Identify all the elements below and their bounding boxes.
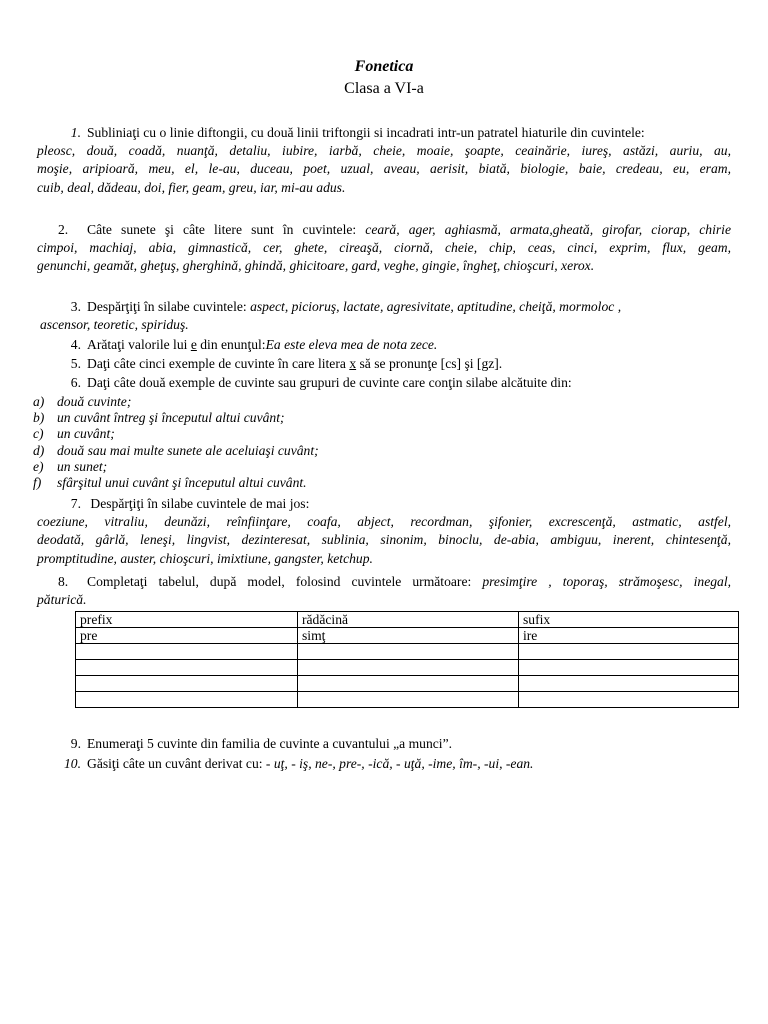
empty-cell — [519, 644, 739, 660]
empty-cell — [298, 644, 519, 660]
underlined-letter-x: x — [349, 356, 357, 371]
question-7: 7. Despărţiţi în silabe cuvintele de mai jos: coeziune, vitraliu, deunăzi, reînfiinţare, coafa, abject, recordman, şifonier, excrescenţă, astmatic, astfel, deodată, gârlă, leneşi, lingvist, dezinteresat, sublinia, sinonim, binoclu, de-abia, ambiguu, inerent, chintesenţă, promptitudine, auster, chioşcuri, imixtiune, gangster, ketchup. — [37, 495, 731, 568]
page-title: Fonetica — [354, 58, 414, 75]
list-item: d) două sau mai multe sunete ale aceluiaşi cuvânt; — [33, 442, 319, 458]
list-item: a) două cuvinte; — [33, 394, 132, 409]
empty-cell — [76, 644, 298, 660]
model-root: simţ — [298, 628, 519, 644]
question-10: 10. Găsiţi câte un cuvânt derivat cu: - uţ, - iş, ne-, pre-, -ică, - uţă, -ime, îm-, -ui, -ean. — [64, 756, 534, 771]
header-prefix: prefix — [76, 612, 298, 628]
empty-cell — [519, 692, 739, 708]
question-1-words-line-3: cuib, deal, dădeau, doi, fier, geam, greu, iar, mi-au adus. — [37, 179, 346, 195]
question-6-list — [33, 394, 533, 491]
question-3-lead: 3. Despărţiţi în silabe cuvintele: aspect, picioruş, lactate, agresivitate, aptitudine, cheiţă, mormoloc , — [70, 299, 622, 314]
empty-cell — [76, 660, 298, 676]
list-item: f) sfârşitul unui cuvânt şi începutul altui cuvânt. — [33, 474, 307, 490]
table-header-row — [76, 612, 739, 628]
morpheme-table — [75, 611, 739, 708]
question-3-words-line-2: ascensor, teoretic, spiriduş. — [40, 317, 189, 333]
question-2-words-line-3: genunchi, geamăt, gheţuş, gherghină, ghindă, ghicitoare, gard, veghe, gingie, îngheţ, chioşcuri, xerox. — [37, 258, 595, 274]
empty-cell — [76, 692, 298, 708]
question-1 — [37, 124, 731, 197]
question-2-words-line-2: cimpoi, machiaj, abia, gimnastică, cer, ghete, cireaşă, ciornă, cheie, chip, ceas, cinci, exprim, flux, geam, — [37, 240, 731, 256]
empty-cell — [298, 692, 519, 708]
question-7-words-line-1: coeziune, vitraliu, deunăzi, reînfiinţare, coafa, abject, recordman, şifonier, excrescenţă, astmatic, astfel, — [37, 514, 731, 530]
empty-cell — [519, 660, 739, 676]
table-row — [76, 660, 739, 676]
list-item: b) un cuvânt întreg şi începutul altui cuvânt; — [33, 410, 285, 426]
page-subtitle: Clasa a VI-a — [344, 80, 424, 97]
table-row — [76, 676, 739, 692]
question-6: 6. Daţi câte două exemple de cuvinte sau grupuri de cuvinte care conţin silabe alcătuite din: — [70, 375, 572, 390]
question-1-words-line-1: pleosc, două, coadă, nuanţă, detaliu, iubire, iarbă, cheie, moaie, şoapte, ceainărie, iureş, astăzi, auriu, au, — [37, 143, 731, 159]
question-8-words-line-2: păturică. — [37, 592, 87, 608]
table-row — [76, 692, 739, 708]
list-item: c) un cuvânt; — [33, 426, 115, 442]
model-suffix: ire — [519, 628, 739, 644]
list-item: e) un sunet; — [33, 458, 108, 474]
table-row — [76, 628, 739, 644]
question-1-words-line-2: moşie, aripioară, meu, el, le-au, duceau, poet, uzual, aveau, aerisit, biată, biologie, baie, credeau, eu, eram, — [37, 161, 731, 177]
question-9: 9. Enumeraţi 5 cuvinte din familia de cuvinte a cuvantului „a munci”. — [70, 736, 453, 751]
question-8: 8. Completaţi tabelul, după model, folosind cuvintele următoare: presimţire , toporaş, strămoşesc, inegal, păturică. — [37, 573, 731, 609]
empty-cell — [298, 660, 519, 676]
header-root: rădăcină — [298, 612, 519, 628]
question-1-lead: 1. Subliniaţi cu o linie diftongii, cu două linii triftongii si incadrati intr-un patratel hiaturile din cuvintele: — [70, 125, 645, 140]
question-4-sentence: Ea este eleva mea de nota zece. — [265, 337, 438, 352]
question-3 — [37, 298, 731, 334]
underlined-letter-e: e — [190, 337, 197, 352]
question-7-words-line-2: deodată, gârlă, leneşi, lingvist, dezinteresat, sublinia, sinonim, binoclu, de-abia, ambiguu, inerent, chintesenţă, — [37, 532, 731, 548]
header-suffix: sufix — [519, 612, 739, 628]
table-row — [76, 644, 739, 660]
question-5: 5. Daţi câte cinci exemple de cuvinte în care litera x să se pronunţe [cs] şi [gz]. — [70, 356, 503, 371]
empty-cell — [519, 676, 739, 692]
empty-cell — [76, 676, 298, 692]
question-2-lead: 2. Câte sunete şi câte litere sunt în cuvintele: ceară, ager, aghiasmă, armata,gheată, girofar, ciorap, chirie — [58, 222, 731, 237]
question-7-words-line-3: promptitudine, auster, chioşcuri, imixtiune, gangster, ketchup. — [37, 550, 373, 566]
model-prefix: pre — [76, 628, 298, 644]
question-4: 4. Arătaţi valorile lui e din enunţul:Ea este eleva mea de nota zece. — [70, 337, 438, 352]
empty-cell — [298, 676, 519, 692]
question-2 — [37, 221, 731, 276]
